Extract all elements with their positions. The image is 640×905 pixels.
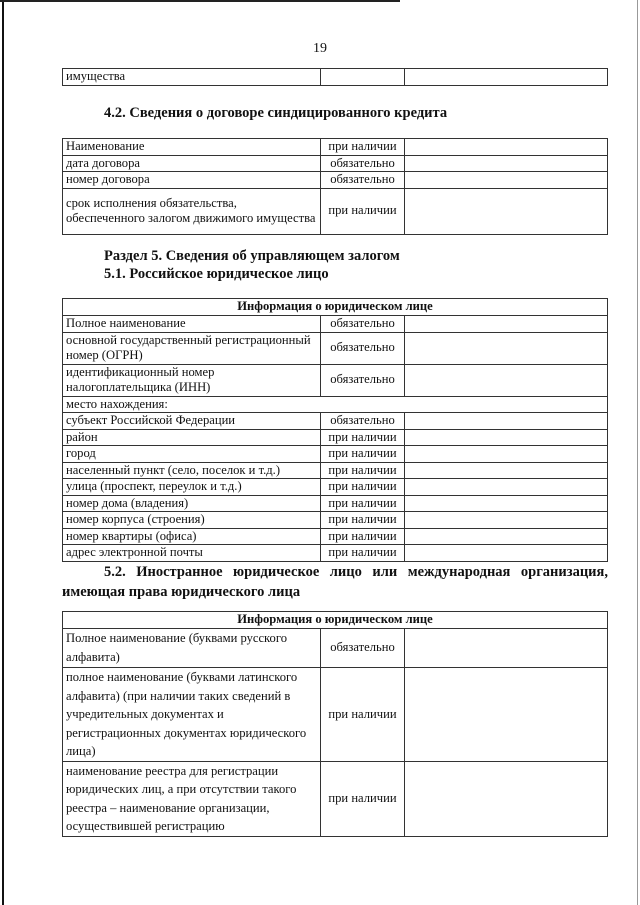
cell-label: основной государственный регистрационный номер (ОГРН): [63, 332, 321, 364]
cell-label: Полное наименование (буквами русского алфавита): [63, 629, 321, 668]
cell-value[interactable]: [405, 139, 608, 156]
table-row: [63, 446, 608, 463]
table-row: [63, 172, 608, 189]
cell-value[interactable]: [405, 332, 608, 364]
cell-requirement: при наличии: [321, 668, 405, 762]
cell-label: срок исполнения обязательства, обеспеченного залогом движимого имущества: [63, 188, 321, 234]
cell-requirement: при наличии: [321, 545, 405, 562]
cell-requirement: при наличии: [321, 512, 405, 529]
cell-requirement: обязательно: [321, 364, 405, 396]
cell-label: населенный пункт (село, поселок и т.д.): [63, 462, 321, 479]
cell-value[interactable]: [405, 528, 608, 545]
page-number: 19: [313, 41, 327, 56]
cell-value[interactable]: [405, 188, 608, 234]
cell-value[interactable]: [405, 364, 608, 396]
section-5-1-title: 5.1. Российское юридическое лицо: [104, 266, 329, 282]
cell-value[interactable]: [405, 629, 608, 668]
table-header: Информация о юридическом лице: [63, 299, 608, 316]
section-5-2-title-line2: имеющая права юридического лица: [62, 584, 301, 600]
cell-requirement: при наличии: [321, 446, 405, 463]
cell-value[interactable]: [405, 462, 608, 479]
cell-label: идентификационный номер налогоплательщика (ИНН): [63, 364, 321, 396]
cell-requirement: при наличии: [321, 462, 405, 479]
cell-value[interactable]: [405, 512, 608, 529]
table-row: [63, 188, 608, 234]
syndicated-credit-table: [62, 138, 608, 235]
cell-value[interactable]: [405, 479, 608, 496]
table-row: [63, 316, 608, 333]
cell-requirement: обязательно: [321, 155, 405, 172]
cell-value[interactable]: [405, 495, 608, 512]
table-row: [63, 495, 608, 512]
cell-value[interactable]: [405, 69, 608, 86]
russian-legal-entity-table: [62, 298, 608, 562]
cell-label: номер квартиры (офиса): [63, 528, 321, 545]
table-row-location: [63, 396, 608, 413]
section-4-2-title: 4.2. Сведения о договоре синдицированного кредита: [104, 105, 448, 121]
cell-requirement: при наличии: [321, 188, 405, 234]
table-row: [63, 761, 608, 836]
location-label: место нахождения:: [63, 396, 608, 413]
cell-label: дата договора: [63, 155, 321, 172]
scan-edge-top: [0, 0, 400, 2]
cell-label: район: [63, 429, 321, 446]
table-row: [63, 668, 608, 762]
cell-value[interactable]: [405, 155, 608, 172]
table-row: [63, 545, 608, 562]
foreign-legal-entity-table: [62, 611, 608, 837]
cell-requirement: обязательно: [321, 629, 405, 668]
table-header-row: [63, 299, 608, 316]
cell-requirement: обязательно: [321, 316, 405, 333]
table-header: Информация о юридическом лице: [63, 612, 608, 629]
cell-value[interactable]: [405, 668, 608, 762]
cell-label: наименование реестра для регистрации юридических лиц, а при отсутствии такого реестра – наименование организации, осуществившей регистрацию: [63, 761, 321, 836]
cell-requirement: при наличии: [321, 479, 405, 496]
section-5-2-title-line1: 5.2. Иностранное юридическое лицо или международная организация,: [104, 564, 608, 580]
cell-value[interactable]: [405, 429, 608, 446]
cell-value[interactable]: [405, 413, 608, 430]
cell-label: номер корпуса (строения): [63, 512, 321, 529]
cell-label: номер дома (владения): [63, 495, 321, 512]
table-row: [63, 479, 608, 496]
cell-requirement: обязательно: [321, 172, 405, 189]
cell-label: адрес электронной почты: [63, 545, 321, 562]
section-5-title: Раздел 5. Сведения об управляющем залогом: [104, 248, 400, 264]
table-row: [63, 155, 608, 172]
continuation-table: [62, 68, 608, 86]
cell-label: улица (проспект, переулок и т.д.): [63, 479, 321, 496]
cell-requirement: при наличии: [321, 761, 405, 836]
cell-value[interactable]: [405, 761, 608, 836]
table-row: [63, 413, 608, 430]
cell-label: Полное наименование: [63, 316, 321, 333]
scan-edge-left: [2, 0, 4, 905]
table-row: [63, 332, 608, 364]
cell-label: имущества: [63, 69, 321, 86]
table-row: [63, 462, 608, 479]
cell-value[interactable]: [405, 316, 608, 333]
cell-label: город: [63, 446, 321, 463]
table-header-row: [63, 612, 608, 629]
cell-requirement: обязательно: [321, 413, 405, 430]
cell-label: полное наименование (буквами латинского алфавита) (при наличии таких сведений в учредительных документах и регистрационных документах юридического лица): [63, 668, 321, 762]
cell-value[interactable]: [405, 172, 608, 189]
table-row: [63, 69, 608, 86]
table-row: [63, 429, 608, 446]
cell-value[interactable]: [405, 545, 608, 562]
cell-label: субъект Российской Федерации: [63, 413, 321, 430]
cell-requirement: при наличии: [321, 495, 405, 512]
cell-value[interactable]: [405, 446, 608, 463]
scan-edge-right: [637, 0, 638, 905]
table-row: [63, 139, 608, 156]
table-row: [63, 512, 608, 529]
cell-requirement: при наличии: [321, 429, 405, 446]
table-row: [63, 528, 608, 545]
cell-label: Наименование: [63, 139, 321, 156]
table-row: [63, 629, 608, 668]
table-row: [63, 364, 608, 396]
cell-label: номер договора: [63, 172, 321, 189]
cell-requirement: при наличии: [321, 528, 405, 545]
cell-requirement: обязательно: [321, 332, 405, 364]
section-5-2-title: [62, 562, 608, 602]
cell-requirement: [321, 69, 405, 86]
cell-requirement: при наличии: [321, 139, 405, 156]
